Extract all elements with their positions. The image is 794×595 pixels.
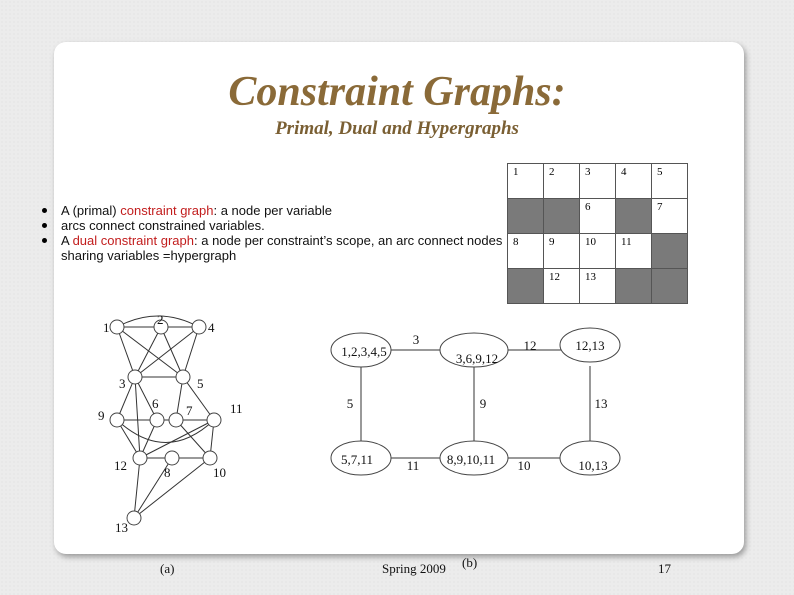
node-label: 3 bbox=[119, 376, 126, 391]
grid-cell: 6 bbox=[580, 199, 616, 234]
edge-label: 9 bbox=[479, 396, 487, 411]
grid-cell: 2 bbox=[544, 164, 580, 199]
node-label: 6 bbox=[152, 396, 159, 411]
scope-label: 5,7,11 bbox=[340, 452, 374, 467]
bullet-text: : a node per constraint’s scope, an arc connect nodes sharing variables =hypergraph bbox=[61, 233, 503, 263]
highlight-term: dual constraint graph bbox=[72, 233, 194, 248]
caption-a: (a) bbox=[160, 561, 175, 576]
edge-label: 10 bbox=[517, 458, 531, 473]
grid-cell: 7 bbox=[652, 199, 688, 234]
node-label: 5 bbox=[197, 376, 204, 391]
scope-label: 12,13 bbox=[575, 338, 605, 353]
edge-label: 12 bbox=[523, 338, 537, 353]
node-label: 7 bbox=[186, 403, 193, 418]
bullet-text: arcs connect constrained variables. bbox=[61, 218, 265, 233]
slide-subtitle: Primal, Dual and Hypergraphs bbox=[275, 118, 519, 139]
scope-label: 8,9,10,11 bbox=[446, 452, 496, 467]
node-label: 1 bbox=[103, 320, 110, 335]
highlight-term: constraint graph bbox=[120, 203, 214, 218]
scope-label: 3,6,9,12 bbox=[455, 351, 499, 366]
grid-cell: 4 bbox=[616, 164, 652, 199]
node-label: 12 bbox=[114, 458, 127, 473]
grid-cell: 3 bbox=[580, 164, 616, 199]
caption-b: (b) bbox=[462, 555, 478, 570]
node-label: 8 bbox=[164, 465, 171, 480]
slide-title: Constraint Graphs: bbox=[228, 69, 566, 115]
grid-cell: 10 bbox=[580, 234, 616, 269]
grid-cell: 11 bbox=[616, 234, 652, 269]
edge-label: 13 bbox=[594, 396, 608, 411]
grid-cell: 8 bbox=[508, 234, 544, 269]
grid-cell: 13 bbox=[580, 269, 616, 304]
node-label: 4 bbox=[208, 320, 215, 335]
page-number: 17 bbox=[658, 561, 671, 576]
bullet-text: : a node per variable bbox=[213, 203, 332, 218]
grid-cell: 12 bbox=[544, 269, 580, 304]
bullet-text: A (primal) bbox=[61, 203, 121, 218]
scope-label: 1,2,3,4,5 bbox=[341, 344, 387, 359]
edge-label: 5 bbox=[346, 396, 354, 411]
edge-label: 3 bbox=[412, 332, 420, 347]
node-label: 10 bbox=[213, 465, 226, 480]
scope-label: 10,13 bbox=[578, 458, 608, 473]
grid-cell: 9 bbox=[544, 234, 580, 269]
grid-cell: 1 bbox=[508, 164, 544, 199]
node-label: 2 bbox=[157, 312, 164, 327]
grid-cell: 5 bbox=[652, 164, 688, 199]
bullet-text: A bbox=[61, 233, 73, 248]
edge-label: 11 bbox=[406, 458, 420, 473]
node-label: 13 bbox=[115, 520, 128, 535]
node-label: 11 bbox=[230, 401, 243, 416]
node-label: 9 bbox=[98, 408, 105, 423]
footer-date: Spring 2009 bbox=[382, 561, 446, 576]
